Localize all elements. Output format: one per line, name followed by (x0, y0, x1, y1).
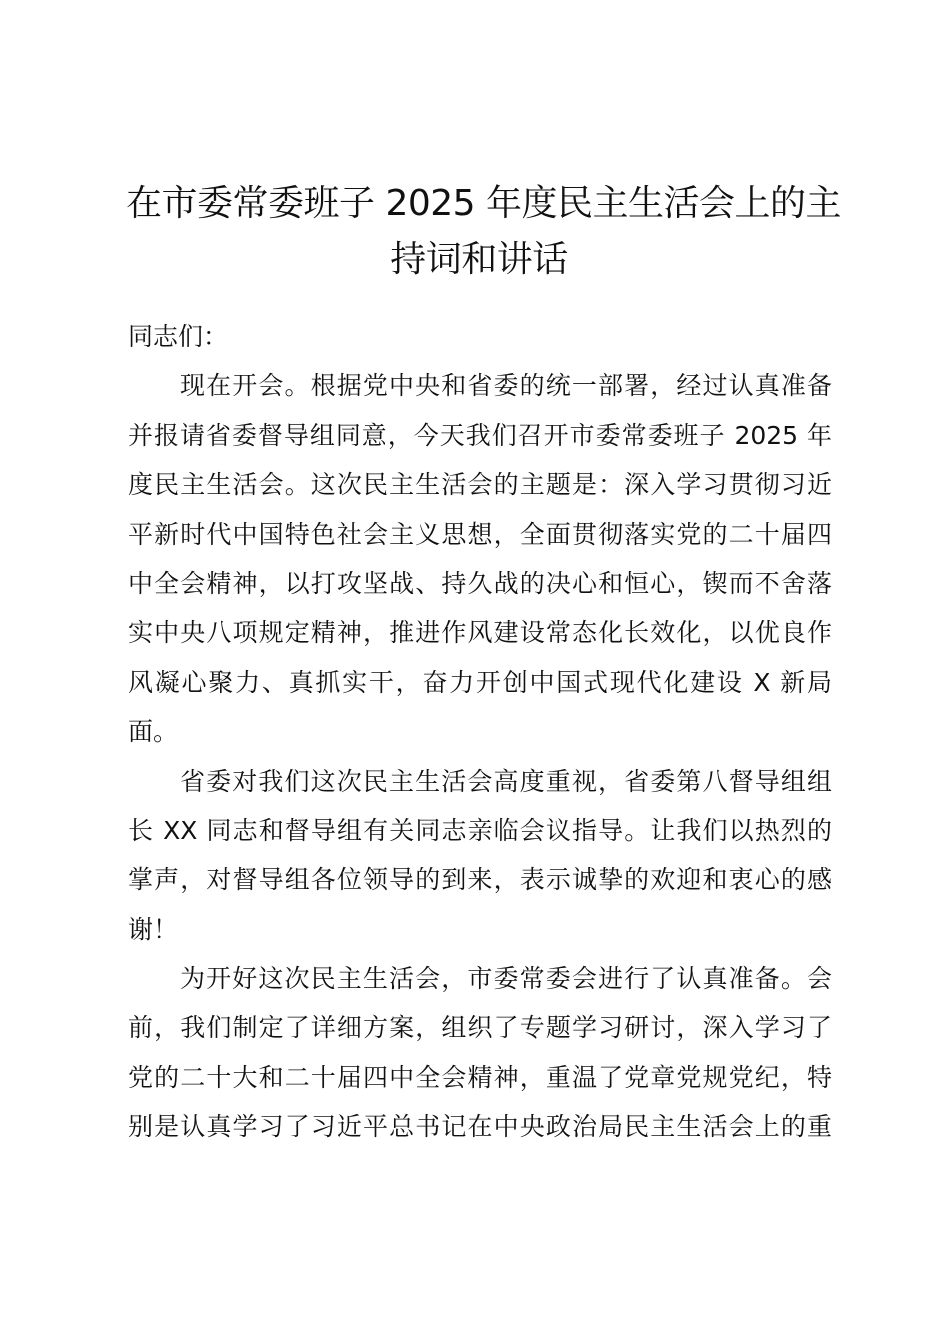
paragraph-preparation (128, 954, 832, 1152)
text-line: 谢！ (128, 914, 179, 944)
text-line: 党的二十大和二十届四中全会精神，重温了党章党规党纪，特 (128, 1062, 832, 1092)
text-line: 平新时代中国特色社会主义思想，全面贯彻落实党的二十届四 (128, 519, 832, 549)
text-line: 并报请省委督导组同意，今天我们召开市委常委班子 2025 年 (128, 420, 832, 450)
paragraph-welcome (128, 757, 832, 955)
text-line: 掌声，对督导组各位领导的到来，表示诚挚的欢迎和衷心的感 (128, 865, 832, 895)
text-line: 度民主生活会。这次民主生活会的主题是：深入学习贯彻习近 (128, 470, 832, 500)
text-line: 面。 (128, 717, 179, 747)
document-body (128, 312, 832, 1152)
title-line: 持词和讲话 (390, 239, 568, 280)
title-line: 在市委常委班子 2025 年度民主生活会上的主 (126, 183, 842, 224)
text-line: 中全会精神，以打攻坚战、持久战的决心和恒心，锲而不舍落 (128, 568, 832, 598)
salutation: 同志们： (128, 322, 229, 351)
text-line: 风凝心聚力、真抓实干，奋力开创中国式现代化建设 X 新局 (128, 667, 832, 697)
text-line: 省委对我们这次民主生活会高度重视，省委第八督导组组 (180, 766, 832, 796)
paragraph-opening (128, 361, 832, 756)
text-line: 前，我们制定了详细方案，组织了专题学习研讨，深入学习了 (128, 1013, 832, 1043)
document-title (126, 176, 842, 288)
text-line: 为开好这次民主生活会，市委常委会进行了认真准备。会 (180, 964, 832, 994)
text-line: 实中央八项规定精神，推进作风建设常态化长效化，以优良作 (128, 618, 832, 648)
text-line: 别是认真学习了习近平总书记在中央政治局民主生活会上的重 (128, 1112, 832, 1142)
text-line: 现在开会。根据党中央和省委的统一部署，经过认真准备 (180, 371, 832, 401)
text-line: 长 XX 同志和督导组有关同志亲临会议指导。让我们以热烈的 (128, 815, 832, 845)
